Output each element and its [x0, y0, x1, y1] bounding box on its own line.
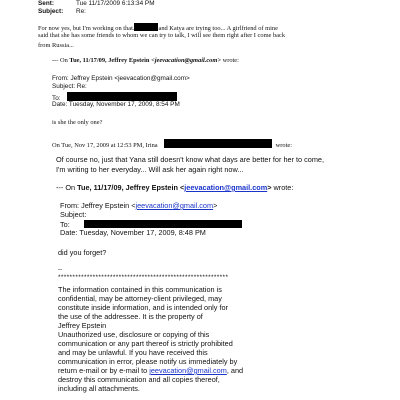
fwd2-from-prefix: From: Jeffrey Epstein < [60, 201, 136, 210]
disclaimer-line: including all attachments. [58, 384, 140, 393]
quote1-header [52, 58, 239, 64]
quote3-gt: > [267, 183, 272, 192]
sig-dash: -- [58, 266, 63, 273]
disclaimer-line: and may be unlawful. If you have received this [58, 348, 208, 357]
sig-stars: *********************************************************** [58, 274, 229, 281]
disclaimer-line: Jeffrey Epstein [58, 321, 107, 330]
disclaimer-line: communication in error, please notify us immediately by [58, 357, 238, 366]
msg1-line1 [38, 23, 278, 32]
disclaimer-line: communication or any part thereof is strictly prohibited [58, 339, 233, 348]
disclaimer-line: confidential, may be attorney-client privileged, may [58, 294, 222, 303]
redaction-block [67, 92, 177, 101]
msg2-line: is she the only one? [52, 119, 103, 126]
quote3-email-link[interactable]: jeevacation@gmail.com [184, 183, 268, 192]
disclaimer-email-link[interactable]: jeevacation@gmail.com [149, 366, 227, 375]
quote1-email: <jeevacation@gmail.com> [151, 57, 221, 64]
msg3-line1: Of course no, just that Yana still doesn't know what days are better for her to come, [56, 155, 325, 164]
quote3-header [56, 184, 293, 191]
quote2-header [52, 139, 292, 149]
fwd1-date: Date: Tuesday, November 17, 2009, 8:54 PM [52, 101, 180, 108]
disclaimer-line: Unauthorized use, disclosure or copying of this [58, 330, 210, 339]
quote2-prefix: On Tue, Nov 17, 2009 at 12:53 PM, Irina [52, 142, 158, 149]
disclaimer-line: the use of the addressee. It is the property of [58, 312, 203, 321]
quote1-suffix: wrote: [221, 57, 239, 64]
redaction-block [84, 220, 242, 228]
fwd2-date: Date: Tuesday, November 17, 2009, 8:48 PM [60, 228, 206, 237]
quote3-suffix: wrote: [271, 183, 294, 192]
msg1-line2: said that she has some friends to whom we can try to talk, I will see them right after I come back [38, 32, 286, 39]
fwd2-to-label: To: [60, 220, 70, 229]
sent-row [38, 1, 155, 7]
msg1-text-b: and Katya are trying too... A girlfriend of mine [158, 25, 278, 32]
redaction-block [164, 139, 272, 148]
redaction-block [134, 23, 158, 31]
sent-value: Tue 11/17/2009 6:13:34 PM [76, 0, 155, 7]
quote1-prefix: --- On [52, 57, 70, 64]
subject-label: Subject: [38, 8, 64, 15]
fwd2-email-link[interactable]: jeevacation@gmail.com [135, 201, 214, 210]
disclaimer-line: constitute inside information, and is intended only for [58, 303, 228, 312]
msg1-text-a: For now yes, but I'm working on that. [38, 25, 135, 32]
fwd1-to-label: To: [52, 95, 61, 102]
disclaimer-line [58, 367, 243, 374]
fwd1-from: From: Jeffrey Epstein <jeevacation@gmail.com> [52, 75, 190, 82]
fwd2-subject: Subject: [60, 210, 87, 219]
msg4-line: did you forget? [58, 248, 107, 257]
quote1-date: Tue, 11/17/09, Jeffrey Epstein [69, 57, 152, 64]
quote3-prefix: --- On [56, 183, 78, 192]
disclaimer-line: destroy this communication and all copies thereof, [58, 375, 220, 384]
disclaimer-text: , and [226, 366, 244, 375]
quote2-suffix: wrote: [275, 142, 292, 149]
disclaimer-text: return e-mail or by e-mail to [58, 366, 150, 375]
fwd2-from-suffix: > [213, 201, 218, 210]
msg1-line3: from Russia... [38, 42, 74, 49]
fwd2-from [60, 202, 217, 209]
fwd1-subject: Subject: Re: [52, 83, 87, 90]
quote3-lt: < [179, 183, 185, 192]
msg3-line2: I'm writing to her everyday... Will ask her again right now... [56, 165, 244, 174]
quote3-date: Tue, 11/17/09, Jeffrey Epstein [77, 183, 180, 192]
sent-label: Sent: [38, 0, 54, 7]
disclaimer-line: The information contained in this communication is [58, 285, 222, 294]
subject-value: Re: [76, 8, 86, 15]
subject-row [38, 9, 86, 15]
